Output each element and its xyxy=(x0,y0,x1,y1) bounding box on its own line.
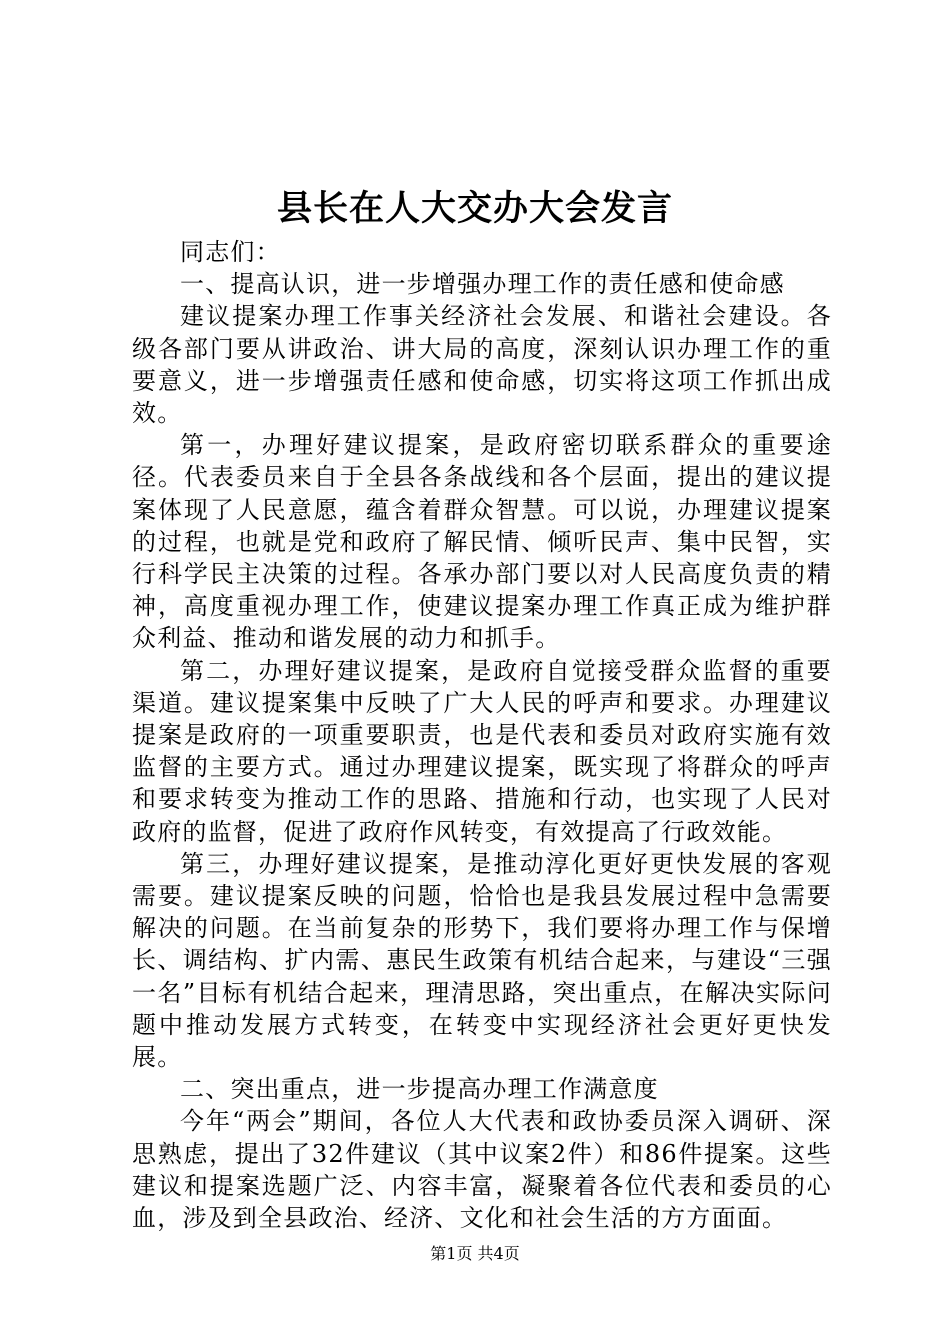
document-body xyxy=(132,236,832,1234)
body-paragraph: 今年“两会”期间，各位人大代表和政协委员深入调研、深思熟虑，提出了32件建议（其中议案2件）和86件提案。这些建议和提案选题广泛、内容丰富，凝聚着各位代表和委员的心血，涉及到全县政治、经济、文化和社会生活的方方面面。 xyxy=(132,1107,832,1233)
document-title: 县长在人大交办大会发言 xyxy=(276,188,673,229)
page-number: 第1页 xyxy=(430,1244,473,1263)
body-paragraph: 第三，办理好建议提案，是推动淳化更好更快发展的客观需要。建议提案反映的问题，恰恰也是我县发展过程中急需要解决的问题。在当前复杂的形势下，我们要将办理工作与保增长、调结构、扩内需、惠民生政策有机结合起来，与建设“三强一名”目标有机结合起来，理清思路，突出重点，在解决实际问题中推动发展方式转变，在转变中实现经济社会更好更快发展。 xyxy=(132,849,832,1072)
page-total: 共4页 xyxy=(477,1244,520,1263)
body-paragraph: 第二，办理好建议提案，是政府自觉接受群众监督的重要渠道。建议提案集中反映了广大人民的呼声和要求。办理建议提案是政府的一项重要职责，也是代表和委员对政府实施有效监督的主要方式。通过办理建议提案，既实现了将群众的呼声和要求转变为推动工作的思路、措施和行动，也实现了人民对政府的监督，促进了政府作风转变，有效提高了行政效能。 xyxy=(132,656,832,846)
section-heading-1: 一、提高认识，进一步增强办理工作的责任感和使命感 xyxy=(180,270,785,299)
page-footer xyxy=(0,1243,950,1265)
section-heading-2: 二、突出重点，进一步提高办理工作满意度 xyxy=(180,1075,659,1104)
body-paragraph: 第一，办理好建议提案，是政府密切联系群众的重要途径。代表委员来自于全县各条战线和各个层面，提出的建议提案体现了人民意愿，蕴含着群众智慧。可以说，办理建议提案的过程，也就是党和政府了解民情、倾听民声、集中民智，实行科学民主决策的过程。各承办部门要以对人民高度负责的精神，高度重视办理工作，使建议提案办理工作真正成为维护群众利益、推动和谐发展的动力和抓手。 xyxy=(132,431,832,653)
salutation-paragraph: 同志们： xyxy=(180,238,281,266)
body-paragraph: 建议提案办理工作事关经济社会发展、和谐社会建设。各级各部门要从讲政治、讲大局的高度，深刻认识办理工作的重要意义，进一步增强责任感和使命感，切实将这项工作抓出成效。 xyxy=(132,302,832,428)
